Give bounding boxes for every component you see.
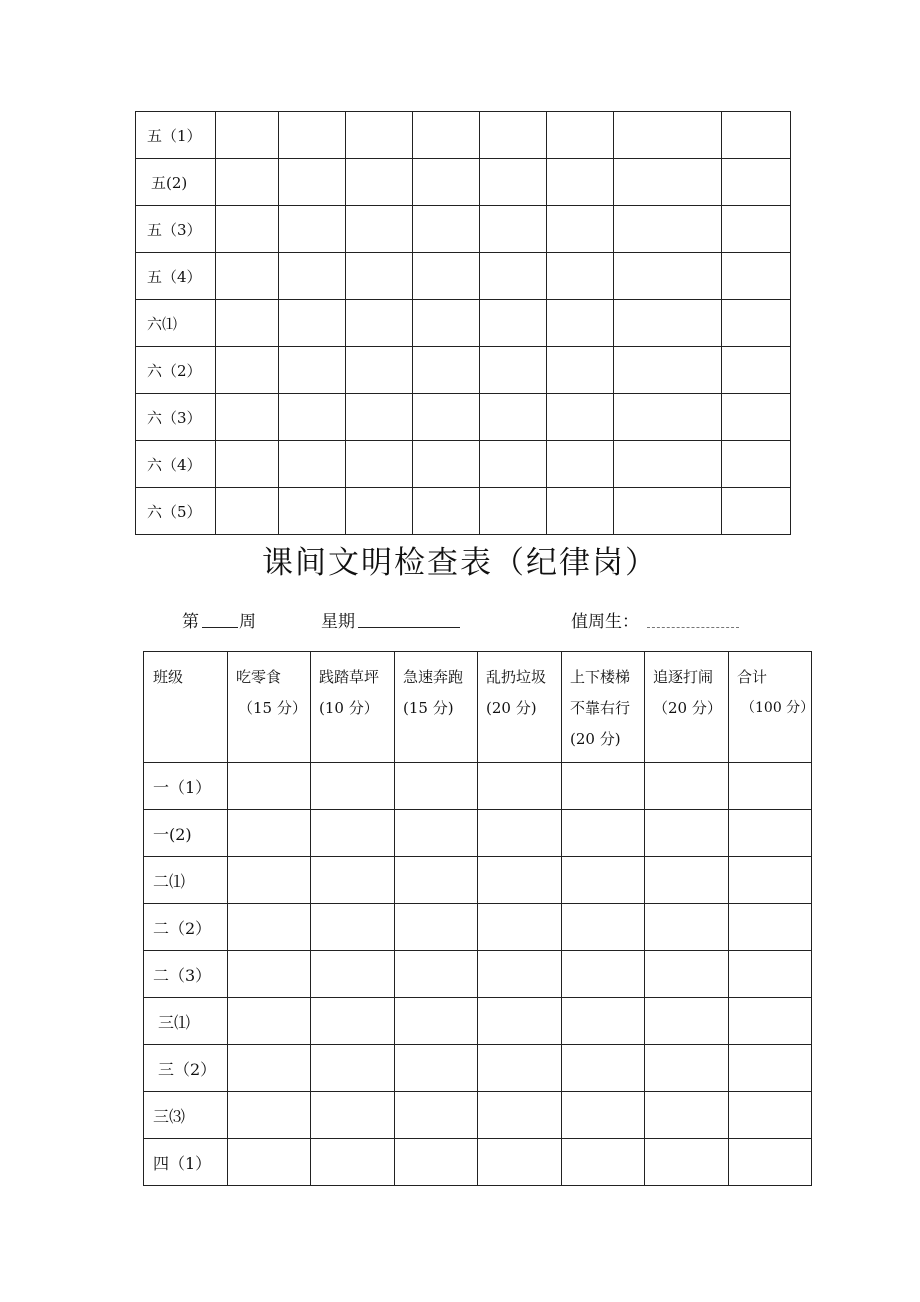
score-cell[interactable]: [228, 810, 311, 857]
score-cell[interactable]: [279, 159, 346, 206]
duty-student-field[interactable]: [647, 609, 739, 628]
table-row: [136, 112, 791, 159]
score-cell[interactable]: [346, 394, 413, 441]
class-cell: 二（3）: [144, 951, 228, 998]
week-suffix-label: 周: [239, 612, 256, 632]
score-cell[interactable]: [311, 1092, 395, 1139]
score-cell[interactable]: [228, 998, 311, 1045]
score-cell[interactable]: [311, 1045, 395, 1092]
header-total-score: （100 分）: [741, 700, 815, 716]
class-cell: 二⑴: [144, 857, 228, 904]
score-cell[interactable]: [395, 857, 478, 904]
score-cell[interactable]: [346, 441, 413, 488]
table-row: [144, 904, 812, 951]
score-cell[interactable]: [478, 998, 562, 1045]
score-cell[interactable]: [216, 253, 279, 300]
score-cell[interactable]: [478, 904, 562, 951]
score-cell[interactable]: [645, 1045, 729, 1092]
header-stairs-right-side: [562, 652, 645, 763]
score-cell[interactable]: [413, 347, 480, 394]
class-cell: 一(2): [144, 810, 228, 857]
week-prefix-label: 第: [182, 612, 199, 632]
score-cell[interactable]: [645, 763, 729, 810]
form-meta-line: [0, 607, 920, 633]
table-row: [144, 1045, 812, 1092]
score-cell[interactable]: [614, 206, 722, 253]
table-row: [144, 810, 812, 857]
score-cell[interactable]: [346, 159, 413, 206]
header-chasing-fighting: [645, 652, 729, 763]
score-cell[interactable]: [413, 206, 480, 253]
score-cell[interactable]: [395, 810, 478, 857]
score-cell[interactable]: [413, 394, 480, 441]
score-cell[interactable]: [729, 904, 812, 951]
score-cell[interactable]: [478, 810, 562, 857]
score-cell[interactable]: [413, 441, 480, 488]
score-cell[interactable]: [346, 488, 413, 535]
score-cell[interactable]: [216, 112, 279, 159]
score-cell[interactable]: [645, 810, 729, 857]
score-cell[interactable]: [480, 488, 547, 535]
score-cell[interactable]: [614, 253, 722, 300]
top-inspection-table: [135, 111, 791, 535]
score-cell[interactable]: [228, 951, 311, 998]
score-cell[interactable]: [614, 112, 722, 159]
score-cell[interactable]: [480, 112, 547, 159]
table-row: [144, 1092, 812, 1139]
table-row: [136, 159, 791, 206]
score-cell[interactable]: [547, 441, 614, 488]
score-cell[interactable]: [480, 253, 547, 300]
week-number-field[interactable]: [202, 609, 238, 628]
score-cell[interactable]: [645, 857, 729, 904]
header-trampling-lawn-label: 践踏草坪: [319, 668, 380, 686]
score-cell[interactable]: [729, 810, 812, 857]
class-cell: 三⑶: [144, 1092, 228, 1139]
score-cell[interactable]: [228, 1045, 311, 1092]
table-row: [136, 441, 791, 488]
table-row: [136, 253, 791, 300]
table-row: [136, 394, 791, 441]
class-cell: 三（2）: [144, 1045, 228, 1092]
score-cell[interactable]: [311, 1139, 395, 1186]
score-cell[interactable]: [645, 1092, 729, 1139]
header-chasing-fighting-score: （20 分）: [653, 699, 722, 717]
score-cell[interactable]: [480, 347, 547, 394]
score-cell[interactable]: [478, 1045, 562, 1092]
weekday-label: 星期: [321, 612, 355, 632]
score-cell[interactable]: [722, 347, 791, 394]
score-cell[interactable]: [722, 159, 791, 206]
score-cell[interactable]: [478, 763, 562, 810]
score-cell[interactable]: [478, 857, 562, 904]
score-cell[interactable]: [614, 347, 722, 394]
header-stairs-label-line1: 上下楼梯: [570, 668, 631, 686]
score-cell[interactable]: [614, 300, 722, 347]
header-chasing-fighting-label: 追逐打闹: [653, 668, 714, 686]
score-cell[interactable]: [228, 763, 311, 810]
header-trampling-lawn: [311, 652, 395, 763]
score-cell[interactable]: [614, 394, 722, 441]
score-cell[interactable]: [395, 1092, 478, 1139]
header-running-fast-score: (15 分): [403, 699, 454, 717]
score-cell[interactable]: [216, 300, 279, 347]
score-cell[interactable]: [562, 1045, 645, 1092]
score-cell[interactable]: [729, 998, 812, 1045]
score-cell[interactable]: [547, 300, 614, 347]
header-class: [144, 652, 228, 763]
score-cell[interactable]: [216, 441, 279, 488]
score-cell[interactable]: [562, 998, 645, 1045]
score-cell[interactable]: [311, 998, 395, 1045]
score-cell[interactable]: [547, 159, 614, 206]
score-cell[interactable]: [480, 300, 547, 347]
score-cell[interactable]: [480, 159, 547, 206]
header-running-fast-label: 急速奔跑: [403, 668, 464, 686]
score-cell[interactable]: [645, 904, 729, 951]
score-cell[interactable]: [346, 347, 413, 394]
score-cell[interactable]: [562, 1139, 645, 1186]
page-title: 课间文明检查表（纪律岗）: [262, 545, 658, 581]
score-cell[interactable]: [722, 441, 791, 488]
score-cell[interactable]: [228, 1139, 311, 1186]
score-cell[interactable]: [311, 951, 395, 998]
duty-student-label: 值周生：: [571, 612, 639, 632]
score-cell[interactable]: [547, 394, 614, 441]
score-cell[interactable]: [562, 810, 645, 857]
score-cell[interactable]: [279, 347, 346, 394]
header-eating-snacks-label: 吃零食: [236, 668, 282, 686]
score-cell[interactable]: [413, 300, 480, 347]
score-cell[interactable]: [547, 253, 614, 300]
score-cell[interactable]: [346, 206, 413, 253]
score-cell[interactable]: [722, 488, 791, 535]
header-littering: [478, 652, 562, 763]
score-cell[interactable]: [547, 347, 614, 394]
score-cell[interactable]: [395, 998, 478, 1045]
score-cell[interactable]: [562, 904, 645, 951]
score-cell[interactable]: [279, 112, 346, 159]
score-cell[interactable]: [722, 112, 791, 159]
class-cell: 六（4）: [136, 441, 216, 488]
score-cell[interactable]: [216, 206, 279, 253]
score-cell[interactable]: [614, 488, 722, 535]
score-cell[interactable]: [478, 1092, 562, 1139]
class-cell: 二（2）: [144, 904, 228, 951]
recess-civility-inspection-table: [143, 651, 815, 1186]
score-cell[interactable]: [413, 488, 480, 535]
table-row: [144, 998, 812, 1045]
score-cell[interactable]: [729, 1045, 812, 1092]
score-cell[interactable]: [562, 857, 645, 904]
score-cell[interactable]: [346, 253, 413, 300]
score-cell[interactable]: [395, 904, 478, 951]
score-cell[interactable]: [279, 206, 346, 253]
class-cell: 六（3）: [136, 394, 216, 441]
score-cell[interactable]: [311, 810, 395, 857]
score-cell[interactable]: [279, 300, 346, 347]
header-eating-snacks-score: （15 分）: [238, 699, 307, 717]
score-cell[interactable]: [395, 763, 478, 810]
header-class-label: 班级: [153, 668, 184, 686]
table-row: [144, 857, 812, 904]
score-cell[interactable]: [228, 904, 311, 951]
score-cell[interactable]: [480, 394, 547, 441]
score-cell[interactable]: [413, 159, 480, 206]
class-cell: 五(2): [136, 159, 216, 206]
score-cell[interactable]: [729, 763, 812, 810]
score-cell[interactable]: [279, 253, 346, 300]
score-cell[interactable]: [480, 441, 547, 488]
class-cell: 六（2）: [136, 347, 216, 394]
score-cell[interactable]: [228, 1092, 311, 1139]
header-trampling-lawn-score: (10 分）: [319, 699, 379, 717]
score-cell[interactable]: [614, 159, 722, 206]
score-cell[interactable]: [228, 857, 311, 904]
score-cell[interactable]: [562, 763, 645, 810]
class-cell: 五（1）: [136, 112, 216, 159]
score-cell[interactable]: [216, 488, 279, 535]
score-cell[interactable]: [279, 441, 346, 488]
score-cell[interactable]: [413, 112, 480, 159]
score-cell[interactable]: [279, 488, 346, 535]
table-row: [144, 763, 812, 810]
score-cell[interactable]: [729, 1139, 812, 1186]
score-cell[interactable]: [729, 951, 812, 998]
score-cell[interactable]: [216, 347, 279, 394]
header-littering-score: (20 分): [486, 699, 537, 717]
score-cell[interactable]: [562, 1092, 645, 1139]
score-cell[interactable]: [645, 951, 729, 998]
header-stairs-score: (20 分): [570, 730, 621, 748]
score-cell[interactable]: [645, 1139, 729, 1186]
class-cell: 六（5）: [136, 488, 216, 535]
score-cell[interactable]: [395, 951, 478, 998]
table-row: [136, 300, 791, 347]
score-cell[interactable]: [547, 112, 614, 159]
score-cell[interactable]: [478, 951, 562, 998]
table-row: [136, 488, 791, 535]
score-cell[interactable]: [547, 206, 614, 253]
score-cell[interactable]: [311, 857, 395, 904]
score-cell[interactable]: [311, 904, 395, 951]
header-total: [729, 652, 815, 763]
score-cell[interactable]: [614, 441, 722, 488]
header-stairs-label-line2: 不靠右行: [570, 699, 631, 717]
table-row: [144, 951, 812, 998]
table-row: [136, 347, 791, 394]
score-cell[interactable]: [547, 488, 614, 535]
score-cell[interactable]: [346, 300, 413, 347]
score-cell[interactable]: [480, 206, 547, 253]
score-cell[interactable]: [722, 300, 791, 347]
table-row: [136, 206, 791, 253]
class-cell: 四（1）: [144, 1139, 228, 1186]
weekday-field[interactable]: [358, 609, 460, 628]
score-cell[interactable]: [216, 394, 279, 441]
score-cell[interactable]: [413, 253, 480, 300]
header-littering-label: 乱扔垃圾: [486, 668, 547, 686]
class-cell: 五（4）: [136, 253, 216, 300]
header-running-fast: [395, 652, 478, 763]
score-cell[interactable]: [478, 1139, 562, 1186]
score-cell[interactable]: [395, 1045, 478, 1092]
score-cell[interactable]: [346, 112, 413, 159]
score-cell[interactable]: [729, 1092, 812, 1139]
class-cell: 五（3）: [136, 206, 216, 253]
class-cell: 一（1）: [144, 763, 228, 810]
score-cell[interactable]: [645, 998, 729, 1045]
score-cell[interactable]: [311, 763, 395, 810]
table-row: [144, 1139, 812, 1186]
score-cell[interactable]: [279, 394, 346, 441]
score-cell[interactable]: [562, 951, 645, 998]
class-cell: 六⑴: [136, 300, 216, 347]
header-eating-snacks: [228, 652, 311, 763]
table-header-row: [144, 652, 812, 763]
class-cell: 三⑴: [144, 998, 228, 1045]
score-cell[interactable]: [722, 394, 791, 441]
score-cell[interactable]: [216, 159, 279, 206]
score-cell[interactable]: [722, 253, 791, 300]
header-total-label: 合计: [737, 668, 768, 686]
score-cell[interactable]: [395, 1139, 478, 1186]
score-cell[interactable]: [722, 206, 791, 253]
score-cell[interactable]: [729, 857, 812, 904]
